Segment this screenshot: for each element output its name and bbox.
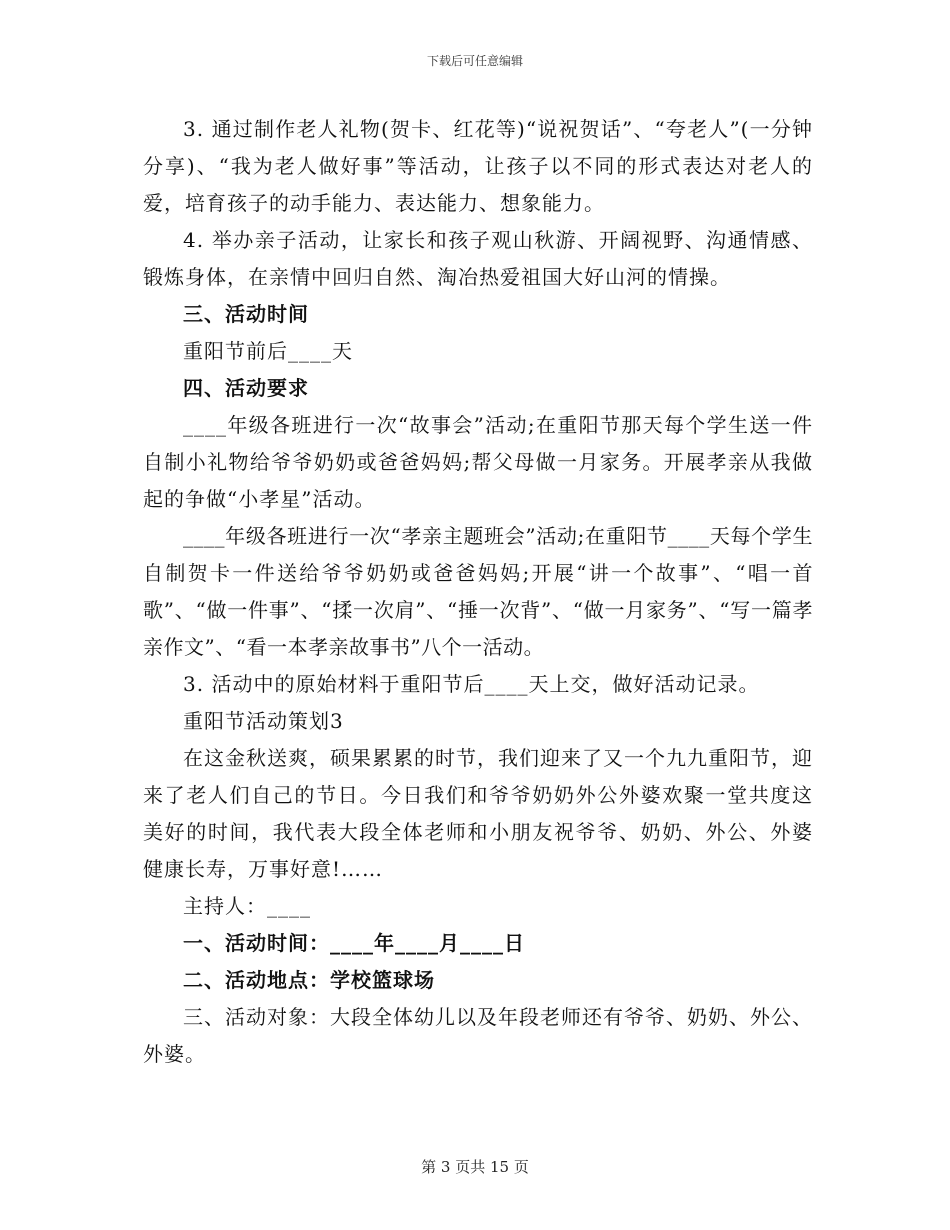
- paragraph-host: 主持人：____: [183, 894, 311, 918]
- plan-title: 重阳节活动策划3: [183, 709, 344, 733]
- paragraph-item-3: 3. 通过制作老人礼物(贺卡、红花等)“说祝贺话”、“夸老人”(一分钟分享)、“我为老人做好事”等活动，让孩子以不同的形式表达对老人的爱，培育孩子的动手能力、表达能力、想象能力。: [143, 117, 813, 215]
- document-body: [143, 111, 813, 1073]
- page-header: 下载后可任意编辑: [426, 54, 523, 68]
- paragraph-item-4: 4. 举办亲子活动，让家长和孩子观山秋游、开阔视野、沟通情感、锻炼身体，在亲情中回归自然、淘冶热爱祖国大好山河的情操。: [143, 228, 813, 289]
- page-footer: 第 3 页共 15 页: [421, 1158, 529, 1176]
- paragraph-requirement-1: ____年级各班进行一次“故事会”活动;在重阳节那天每个学生送一件自制小礼物给爷爷奶奶或爸爸妈妈;帮父母做一月家务。开展孝亲从我做起的争做“小孝星”活动。: [143, 413, 813, 511]
- paragraph-time-detail: 重阳节前后____天: [183, 339, 353, 363]
- paragraph-participants: 三、活动对象：大段全体幼儿以及年段老师还有爷爷、奶奶、外公、外婆。: [143, 1005, 813, 1066]
- section-heading-time: 三、活动时间: [183, 302, 309, 326]
- paragraph-opening-speech: 在这金秋送爽，硕果累累的时节，我们迎来了又一个九九重阳节，迎来了老人们自己的节日。今日我们和爷爷奶奶外公外婆欢聚一堂共度这美好的时间，我代表大段全体老师和小朋友祝爷爷、奶奶、外公、外婆健康长寿，万事好意!……: [143, 746, 813, 881]
- section-heading-date: 一、活动时间：____年____月____日: [183, 931, 525, 955]
- paragraph-requirement-2: ____年级各班进行一次“孝亲主题班会”活动;在重阳节____天每个学生自制贺卡一件送给爷爷奶奶或爸爸妈妈;开展“讲一个故事”、“唱一首歌”、“做一件事”、“揉一次肩”、“捶一次背”、“做一月家务”、“写一篇孝亲作文”、“看一本孝亲故事书”八个一活动。: [143, 524, 813, 659]
- section-heading-location: 二、活动地点：学校篮球场: [183, 968, 435, 992]
- section-heading-requirements: 四、活动要求: [183, 376, 309, 400]
- paragraph-requirement-3: 3. 活动中的原始材料于重阳节后____天上交，做好活动记录。: [183, 672, 760, 696]
